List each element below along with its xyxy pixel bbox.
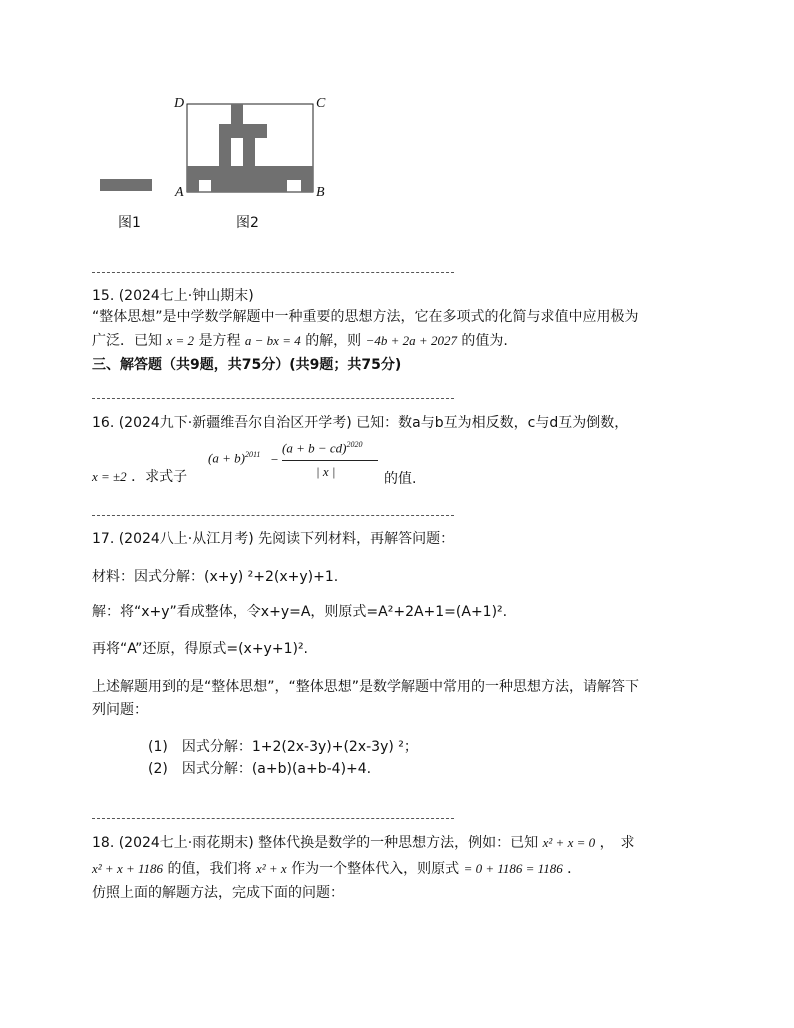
q15-head: 15. (2024七上·钟山期末) [92,288,254,304]
q16-tail: 的值. [384,471,417,487]
q16-numerator: (a + b − cd)$^{2020}$ [282,440,363,456]
q17-sub1: (1) 因式分解：1+2(2x-3y)+(2x-3y) ²； [148,739,418,755]
figure1-bar [100,179,152,191]
separator-1 [92,272,454,273]
separator-4 [92,818,454,819]
q17-desc2: 列问题： [92,702,148,718]
q15-text-a: 广泛．已知 [92,333,162,349]
q18-text-b: ， 求 [599,835,635,851]
q16-minus: − [270,452,279,467]
q17-sub2: (2) 因式分解：(a+b)(a+b-4)+4. [148,761,372,777]
q18-line2 [92,858,581,878]
q18-eq3: x² + x [255,861,287,876]
q18-eq2: x² + x + 1186 [92,861,164,876]
q17-material: 材料：因式分解：(x+y) ²+2(x+y)+1. [92,569,339,585]
separator-2 [92,398,454,399]
q17-desc1: 上述解题用到的是“整体思想”，“整体思想”是数学解题中常用的一种思想方法，请解答下 [92,679,640,695]
q18-line1 [92,832,635,852]
section3-title: 三、解答题（共9题，共75分）(共9题；共75分) [92,357,402,373]
q16-fraction-bar [282,460,378,461]
q16-mid-text: ．求式子 [131,469,188,485]
q15-text-c: 的解，则 [305,333,362,349]
q15-eq2: a − bx = 4 [244,333,301,348]
q17-head: 17. (2024八上·从江月考) 先阅读下列材料，再解答问题： [92,531,455,547]
q16-x-eq: x = ±2 [92,469,127,484]
q18-text-a: 18. (2024七上·雨花期末) 整体代换是数学的一种思想方法，例如：已知 [92,835,539,851]
figure2-shaded-shape [187,104,313,192]
q15-line2 [92,330,508,350]
q18-line3: 仿照上面的解题方法，完成下面的问题： [92,885,344,901]
q16-head: 16. (2024九下·新疆维吾尔自治区开学考) 已知：数a与b互为相反数，c与d互为倒数， [92,415,629,431]
label-D: D [174,96,185,111]
label-C: C [316,96,326,111]
q16-expression [208,440,380,484]
q16-denominator: | x | [316,464,336,479]
q18-eq4: = 0 + 1186 = 1186 [463,861,563,876]
q17-solution: 解：将“x+y”看成整体，令x+y=A，则原式=A²+2A+1=(A+1)². [92,604,508,620]
q17-restore: 再将“A”还原，得原式=(x+y+1)². [92,641,309,657]
label-B: B [316,185,325,200]
q18-text-c: 的值，我们将 [167,861,252,877]
q18-text-e: ． [567,861,582,877]
figure-diagram [95,92,345,232]
q15-text-b: 是方程 [198,333,241,349]
q16-line2 [92,466,187,486]
caption-figure2: 图2 [236,215,259,231]
q16-term1: $(a + b)^{2011}$ [208,450,261,466]
q18-eq1: x² + x = 0 [542,835,596,850]
q15-line1: “整体思想”是中学数学解题中一种重要的思想方法，它在多项式的化简与求值中应用极为 [92,309,639,325]
q15-eq3: −4b + 2a + 2027 [365,333,457,348]
separator-3 [92,515,454,516]
caption-figure1: 图1 [118,215,141,231]
q15-eq1: x = 2 [166,333,194,348]
q15-text-d: 的值为. [461,333,508,349]
label-A: A [175,185,184,200]
q18-text-d: 作为一个整体代入，则原式 [291,861,460,877]
